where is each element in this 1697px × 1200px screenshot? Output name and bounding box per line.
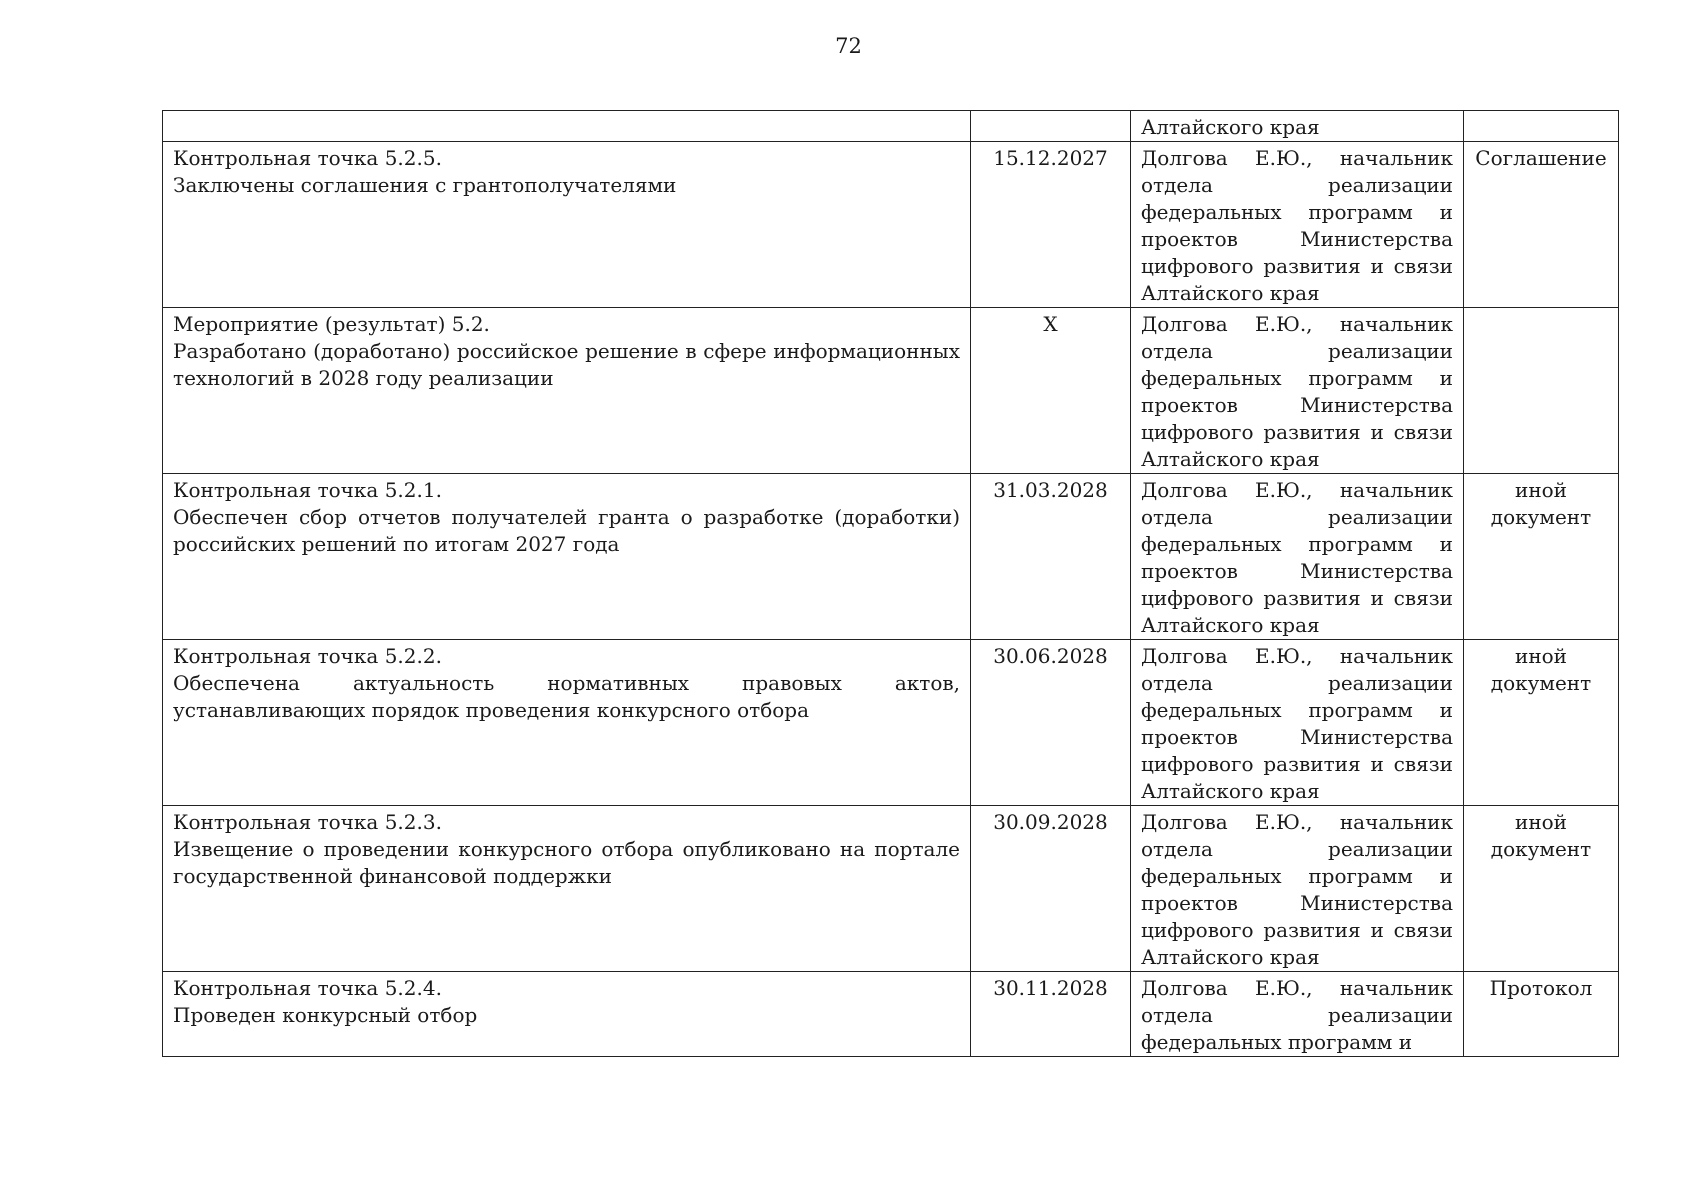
table-row bbox=[163, 474, 1619, 640]
document-cell: Соглашение bbox=[1464, 142, 1619, 308]
responsible-cell: Долгова Е.Ю., начальник отдела реализации федеральных программ и проектов Министерства цифрового развития и связи Алтайского края bbox=[1131, 308, 1464, 474]
document-cell bbox=[1464, 308, 1619, 474]
item-text: Обеспечена актуальность нормативных правовых актов, устанавливающих порядок проведения конкурсного отбора bbox=[173, 671, 960, 722]
item-title: Контрольная точка 5.2.1. bbox=[173, 478, 442, 502]
item-text: Заключены соглашения с грантополучателями bbox=[173, 173, 677, 197]
item-text: Извещение о проведении конкурсного отбора опубликовано на портале государственной финансовой поддержки bbox=[173, 837, 960, 888]
date-cell: 30.06.2028 bbox=[971, 640, 1131, 806]
item-title: Мероприятие (результат) 5.2. bbox=[173, 312, 490, 336]
item-title: Контрольная точка 5.2.5. bbox=[173, 146, 442, 170]
item-text: Проведен конкурсный отбор bbox=[173, 1003, 478, 1027]
table-row bbox=[163, 308, 1619, 474]
page-number: 72 bbox=[835, 34, 862, 58]
document-cell: иной документ bbox=[1464, 474, 1619, 640]
item-title: Контрольная точка 5.2.2. bbox=[173, 644, 442, 668]
item-text: Разработано (доработано) российское решение в сфере информационных технологий в 2028 году реализации bbox=[173, 339, 960, 390]
date-cell: 30.09.2028 bbox=[971, 806, 1131, 972]
date-cell bbox=[971, 111, 1131, 142]
description-cell bbox=[163, 972, 971, 1057]
plan-table bbox=[162, 110, 1619, 1057]
date-cell: 15.12.2027 bbox=[971, 142, 1131, 308]
item-title: Контрольная точка 5.2.4. bbox=[173, 976, 442, 1000]
document-cell bbox=[1464, 111, 1619, 142]
item-text: Обеспечен сбор отчетов получателей гранта о разработке (доработки) российских решений по итогам 2027 года bbox=[173, 505, 960, 556]
table-row bbox=[163, 111, 1619, 142]
description-cell bbox=[163, 111, 971, 142]
responsible-cell: Долгова Е.Ю., начальник отдела реализации федеральных программ и bbox=[1131, 972, 1464, 1057]
responsible-cell: Долгова Е.Ю., начальник отдела реализации федеральных программ и проектов Министерства цифрового развития и связи Алтайского края bbox=[1131, 640, 1464, 806]
description-cell bbox=[163, 640, 971, 806]
responsible-cell: Долгова Е.Ю., начальник отдела реализации федеральных программ и проектов Министерства цифрового развития и связи Алтайского края bbox=[1131, 806, 1464, 972]
description-cell bbox=[163, 142, 971, 308]
date-cell: 30.11.2028 bbox=[971, 972, 1131, 1057]
table-row bbox=[163, 972, 1619, 1057]
responsible-cell: Долгова Е.Ю., начальник отдела реализации федеральных программ и проектов Министерства цифрового развития и связи Алтайского края bbox=[1131, 142, 1464, 308]
table-row bbox=[163, 640, 1619, 806]
table-row bbox=[163, 142, 1619, 308]
item-title: Контрольная точка 5.2.3. bbox=[173, 810, 442, 834]
document-cell: иной документ bbox=[1464, 640, 1619, 806]
table-row bbox=[163, 806, 1619, 972]
date-cell: 31.03.2028 bbox=[971, 474, 1131, 640]
responsible-cell: Алтайского края bbox=[1131, 111, 1464, 142]
date-cell: X bbox=[971, 308, 1131, 474]
description-cell bbox=[163, 474, 971, 640]
responsible-cell: Долгова Е.Ю., начальник отдела реализации федеральных программ и проектов Министерства цифрового развития и связи Алтайского края bbox=[1131, 474, 1464, 640]
document-cell: Протокол bbox=[1464, 972, 1619, 1057]
description-cell bbox=[163, 806, 971, 972]
description-cell bbox=[163, 308, 971, 474]
document-cell: иной документ bbox=[1464, 806, 1619, 972]
